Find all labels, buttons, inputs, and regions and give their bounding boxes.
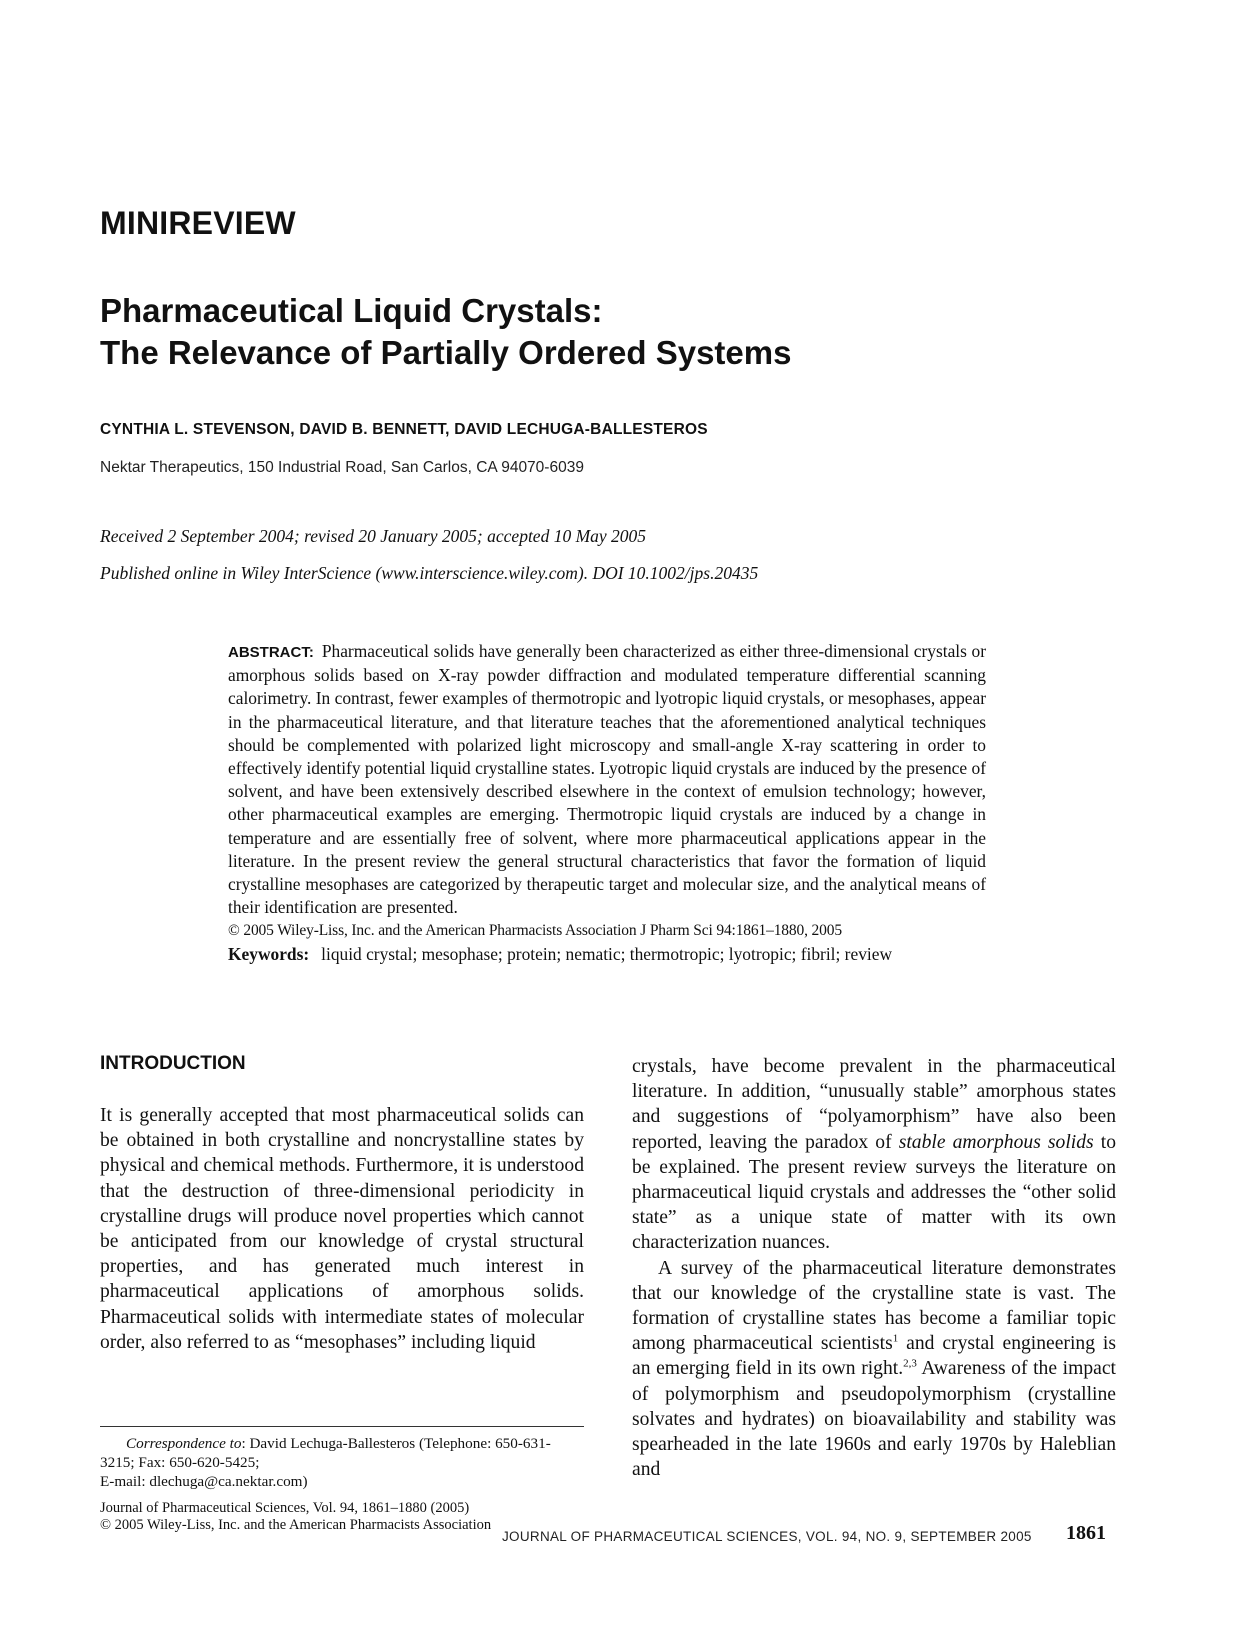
abstract-text: Pharmaceutical solids have generally been characterized as either three-dimensional crystals or amorphous solids based on X-ray powder diffraction and modulated temperature differential scanning calorimetry. In contrast, fewer examples of thermotropic and lyotropic liquid crystals, or mesophases, appear in the pharmaceutical literature, and that literature teaches that the aforementioned analytical techniques should be complemented with polarized light microscopy and small-angle X-ray scattering in order to effectively identify potential liquid crystalline states. Lyotropic liquid crystals are induced by the presence of solvent, and have been extensively described elsewhere in the context of emulsion technology; however, other pharmaceutical examples are emerging. Thermotropic liquid crystals are induced by a change in temperature and are essentially free of solvent, where more pharmaceutical applications appear in the literature. In the present review the general structural characteristics that favor the formation of liquid crystalline mesophases are categorized by therapeutic target and molecular size, and the analytical means of their identification are presented. [228, 641, 986, 918]
intro-paragraph-2: A survey of the pharmaceutical literature demonstrates that our knowledge of the crystalline state is vast. The formation of crystalline states has become a familiar topic among pharmaceutical scientists$^1$ and crystal engineering is an emerging field in its own right.$^{2,3}$ Awareness of the impact of polymorphism and pseudopolymorphism (crystalline solvates and hydrates) on bioavailability and stability was spearheaded in the late 1960s and early 1970s by Haleblian and [632, 1257, 1116, 1481]
page-number: 1861 [1066, 1522, 1106, 1544]
title-line-1: Pharmaceutical Liquid Crystals: [100, 292, 603, 329]
intro-right-column [632, 1054, 1116, 1482]
abstract-block [228, 640, 986, 966]
running-footer: JOURNAL OF PHARMACEUTICAL SCIENCES, VOL. 94, NO. 9, SEPTEMBER 2005 [502, 1529, 1032, 1544]
abstract-label: ABSTRACT: [228, 644, 314, 661]
keywords-line [228, 943, 986, 966]
introduction-heading: INTRODUCTION [100, 1053, 246, 1074]
journal-citation: Journal of Pharmaceutical Sciences, Vol. 94, 1861–1880 (2005) [100, 1500, 470, 1516]
section-label: MINIREVIEW [100, 205, 296, 241]
article-title [100, 290, 791, 374]
intro-paragraph-1-continued: crystals, have become prevalent in the pharmaceutical literature. In addition, “unusually stable” amorphous states and suggestions of “polyamorphism” have also been reported, leaving the paradox of stable amorphous solids to be explained. The present review surveys the literature on pharmaceutical liquid crystals and addresses the “other solid state” as a unique state of matter with its own characterization nuances. [632, 1056, 1117, 1254]
correspondence-email: E-mail: dlechuga@ca.nektar.com) [100, 1473, 308, 1490]
keywords-label: Keywords: [228, 943, 310, 964]
footnote-divider [100, 1426, 584, 1427]
author-list: CYNTHIA L. STEVENSON, DAVID B. BENNETT, DAVID LECHUGA-BALLESTEROS [100, 421, 708, 438]
title-line-2: The Relevance of Partially Ordered Systems [100, 334, 792, 371]
received-dates: Received 2 September 2004; revised 20 January 2005; accepted 10 May 2005 [100, 526, 647, 546]
publication-info: Published online in Wiley InterScience (www.interscience.wiley.com). DOI 10.1002/jps.20435 [100, 563, 759, 583]
intro-paragraph-1: It is generally accepted that most pharmaceutical solids can be obtained in both crystalline and noncrystalline states by physical and chemical methods. Furthermore, it is understood that the destruction of three-dimensional periodicity in crystalline drugs will produce novel properties which cannot be anticipated from our knowledge of crystal structural properties, and has generated much interest in pharmaceutical applications of amorphous solids. Pharmaceutical solids with intermediate states of molecular order, also referred to as “mesophases” including liquid [100, 1105, 584, 1353]
keywords-text: liquid crystal; mesophase; protein; nematic; thermotropic; lyotropic; fibril; review [321, 943, 892, 964]
correspondence-footnote [100, 1434, 584, 1491]
affiliation: Nektar Therapeutics, 150 Industrial Road, San Carlos, CA 94070-6039 [100, 459, 584, 476]
intro-left-column [100, 1103, 584, 1355]
abstract-copyright: © 2005 Wiley-Liss, Inc. and the American Pharmacists Association J Pharm Sci 94:1861–1880, 2005 [228, 922, 842, 940]
abstract-body [228, 640, 986, 919]
journal-copyright: © 2005 Wiley-Liss, Inc. and the American Pharmacists Association [100, 1517, 492, 1533]
correspondence-line: Correspondence to: David Lechuga-Ballesteros (Telephone: 650-631-3215; Fax: 650-620-5425; [100, 1435, 551, 1471]
